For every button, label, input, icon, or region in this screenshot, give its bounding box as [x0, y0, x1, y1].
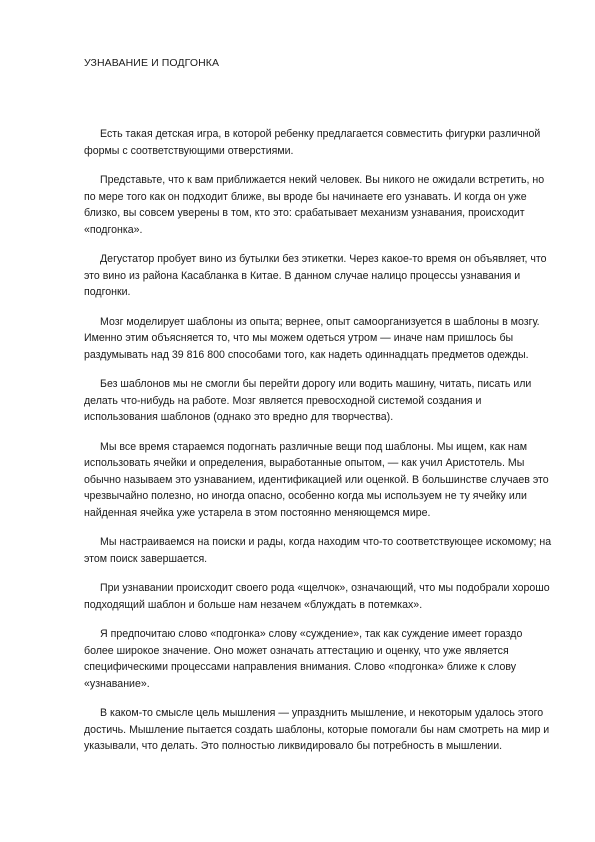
paragraph: Есть такая детская игра, в которой ребенку предлагается совместить фигурки различной формы с соответствующими отверстиями.: [84, 128, 541, 157]
paragraph: Без шаблонов мы не смогли бы перейти дорогу или водить машину, читать, писать или делать что-нибудь на работе. Мозг является превосходной системой создания и использования шаблонов (однако это вредно для творчества).: [84, 378, 532, 423]
paragraph: При узнавании происходит своего рода «щелчок», означающий, что мы подобрали хорошо подходящий шаблон и больше нам незачем «блуждать в потемках».: [84, 582, 550, 611]
paragraph: Представьте, что к вам приближается некий человек. Вы никого не ожидали встретить, но по мере того как он подходит ближе, вы вроде бы начинаете его узнавать. И когда он уже близко, вы совсем уверены в том, кто это: срабатывает механизм узнавания, происходит «подгонка».: [84, 174, 545, 236]
document-title: УЗНАВАНИЕ И ПОДГОНКА: [84, 57, 220, 69]
paragraph: Мы все время стараемся подогнать различные вещи под шаблоны. Мы ищем, как нам использовать ячейки и определения, выработанные опытом, — как учил Аристотель. Мы обычно называем это узнаванием, идентификацией или оценкой. В большинстве случаев это чрезвычайно полезно, но иногда опасно, особенно когда мы используем не ту ячейку или найденная ячейка уже устарела в этом постоянно меняющемся мире.: [84, 440, 549, 519]
paragraph: Дегустатор пробует вино из бутылки без этикетки. Через какое-то время он объявляет, что это вино из района Касабланка в Китае. В данном случае налицо процессы узнавания и подгонки.: [84, 253, 547, 298]
paragraph: Мы настраиваемся на поиски и рады, когда находим что-то соответствующее искомому; на этом поиск завершается.: [84, 536, 552, 565]
paragraph: В каком-то смысле цель мышления — упразднить мышление, и некоторым удалось этого достичь. Мышление пытается создать шаблоны, которые помогали бы нам смотреть на мир и указывали, что делать. Это полностью ликвидировало бы потребность в мышлении.: [84, 707, 550, 752]
document-body: [84, 126, 552, 768]
paragraph: Мозг моделирует шаблоны из опыта; вернее, опыт самоорганизуется в шаблоны в мозгу. Именно этим объясняется то, что мы можем одеться утром — иначе нам пришлось бы раздумывать над 39 816 800 способами того, как надеть одиннадцать предметов одежды.: [84, 315, 540, 361]
paragraph: Я предпочитаю слово «подгонка» слову «суждение», так как суждение имеет гораздо более широкое значение. Оно может означать аттестацию и оценку, что уже является специфическими процессами направления внимания. Слово «подгонка» ближе к слову «узнавание».: [84, 628, 523, 690]
